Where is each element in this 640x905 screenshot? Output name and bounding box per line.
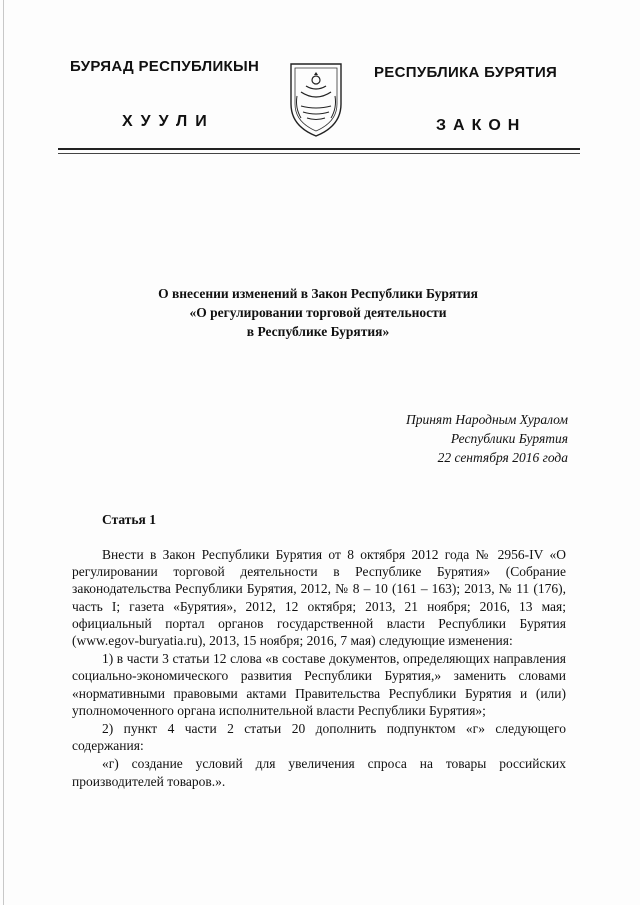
law-title-line: О внесении изменений в Закон Республики Бурятия (158, 286, 478, 301)
law-title (100, 284, 536, 341)
article-paragraph: Внести в Закон Республики Бурятия от 8 октября 2012 года № 2956-IV «О регулировании торговой деятельности в Республике Бурятия» (Собрание законодательства Республики Бурятия, 2012, № 8 – 10 (161 – 163); 2013, № 11 (176), часть I; газета «Бурятия», 2012, 12 октября; 2013, 21 ноября; 2016, 13 мая; официальный портал органов государственной власти Республики Бурятия (www.egov-buryatia.ru), 2013, 15 ноября; 2016, 7 мая) следующие изменения: (72, 547, 566, 649)
article-paragraph: 2) пункт 4 части 2 статьи 20 дополнить подпунктом «г» следующего содержания: (72, 721, 566, 754)
coat-of-arms-icon (287, 58, 345, 140)
header-russian-republic: РЕСПУБЛИКА БУРЯТИЯ (374, 64, 558, 81)
adoption-line: Принят Народным Хуралом (405, 412, 568, 427)
adoption-date: 22 сентября 2016 года (437, 450, 568, 465)
law-title-line: «О регулировании торговой деятельности (189, 305, 447, 320)
adoption-line: Республики Бурятия (450, 431, 568, 446)
header-buryat-republic: БУРЯАД РЕСПУБЛИКЫН (70, 58, 260, 75)
header-divider-thick (58, 148, 580, 150)
article-body (72, 546, 566, 790)
header-russian-law: ЗАКОН (436, 117, 527, 134)
article-paragraph: 1) в части 3 статьи 12 слова «в составе документов, определяющих направления социально-экономического развития Республики Бурятия,» заменить словами «нормативными правовыми актами Правительства Республики Бурятия и (или) уполномоченного органа исполнительной власти Республики Бурятия»; (72, 651, 566, 718)
article-paragraph: «г) создание условий для увеличения спроса на товары российских производителей товаров.». (72, 756, 566, 789)
adoption-note (300, 410, 568, 467)
header-buryat-law: ХУУЛИ (122, 113, 215, 130)
law-title-line: в Республике Бурятия» (246, 324, 390, 339)
article-heading: Статья 1 (102, 512, 156, 527)
scan-edge-line (3, 0, 4, 905)
header-divider-thin (58, 153, 580, 154)
